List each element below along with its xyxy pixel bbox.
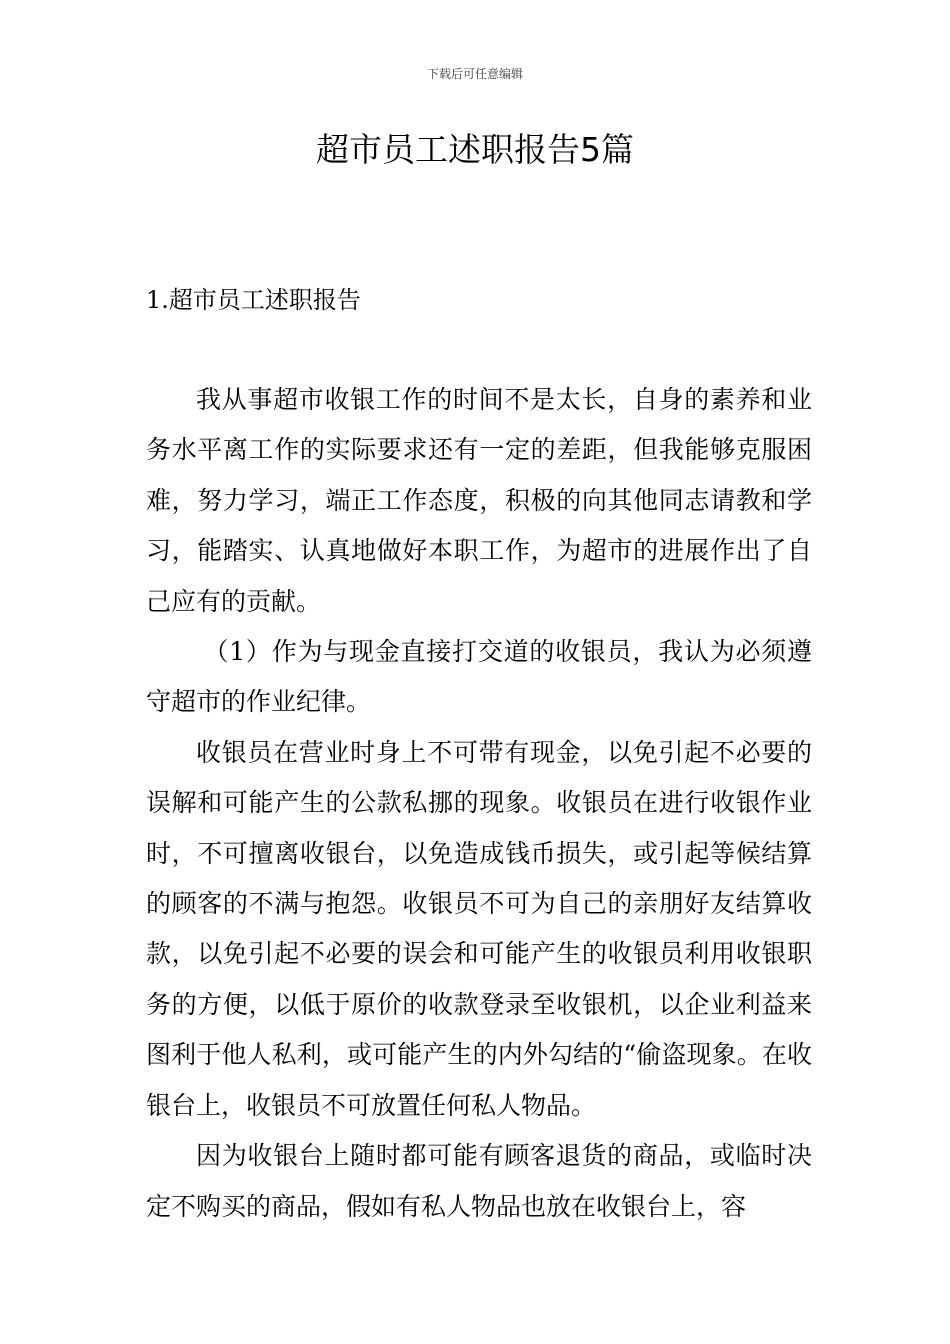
paragraph: 因为收银台上随时都可能有顾客退货的商品，或临时决定不购买的商品，假如有私人物品也放在收银台上，容 [146,1141,812,1221]
paragraph: 收银员在营业时身上不可带有现金，以免引起不必要的误解和可能产生的公款私挪的现象。收银员在进行收银作业时，不可擅离收银台，以免造成钱币损失，或引起等候结算的顾客的不满与抱怨。收银员不可为自己的亲朋好友结算收款，以免引起不必要的误会和可能产生的收银员利用收银职务的方便，以低于原价的收款登录至收银机，以企业利益来图利于他人私利，或可能产生的内外勾结的“偷盗现象。在收银台上，收银员不可放置任何私人物品。 [146,737,812,1120]
paragraph: （1）作为与现金直接打交道的收银员，我认为必须遵守超市的作业纪律。 [146,637,812,717]
paragraph: 我从事超市收银工作的时间不是太长，自身的素养和业务水平离工作的实际要求还有一定的差距，但我能够克服困难，努力学习，端正工作态度，积极的向其他同志请教和学习，能踏实、认真地做好本职工作，为超市的进展作出了自己应有的贡献。 [146,385,812,616]
document-title: 超市员工述职报告5篇 [316,130,634,169]
section-heading: 1.超市员工述职报告 [146,286,361,314]
document-body [146,375,812,1232]
header-note: 下载后可任意编辑 [426,67,523,81]
